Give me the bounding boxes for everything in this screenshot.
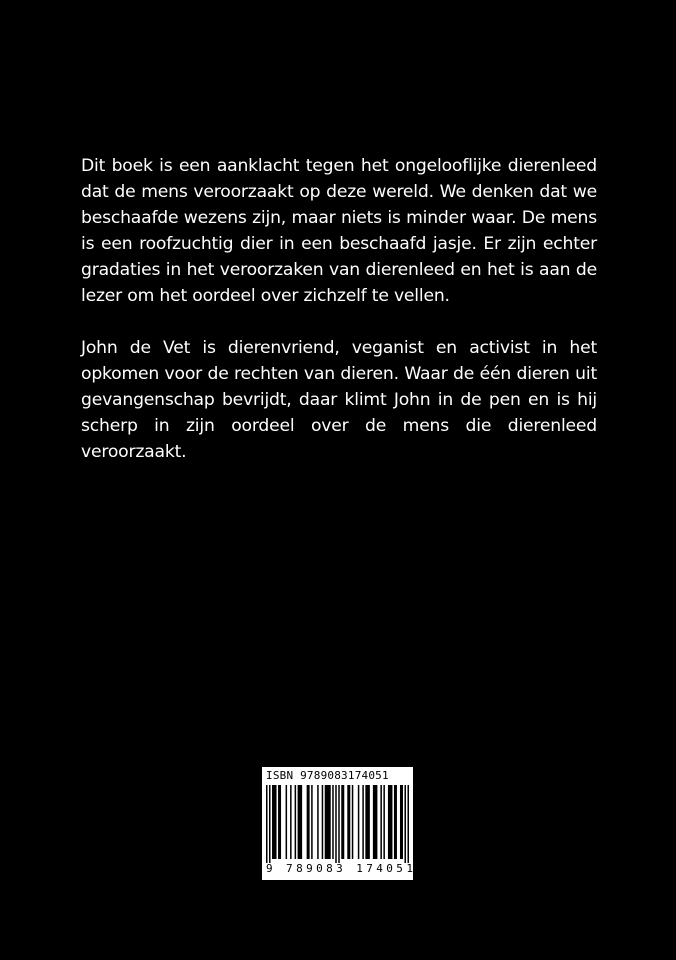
barcode-bar bbox=[338, 785, 340, 863]
barcode-bar bbox=[365, 785, 370, 859]
barcode-bar bbox=[380, 785, 382, 859]
barcode-bar bbox=[394, 785, 397, 859]
blurb-paragraph-author: John de Vet is dierenvriend, veganist en activist in het opkomen voor de rechten van dieren. Waar de één dieren uit gevangenschap bevrijdt, daar klimt John in de pen en is hij scherp in zijn oordeel over de mens die dierenleed veroorzaakt. bbox=[81, 338, 597, 462]
barcode-bar bbox=[298, 785, 303, 859]
barcode-bar bbox=[307, 785, 310, 859]
barcode-bar bbox=[290, 785, 292, 859]
barcode-bar bbox=[295, 785, 297, 859]
barcode-bars bbox=[266, 785, 409, 863]
barcode-bar bbox=[317, 785, 319, 859]
barcode-bar bbox=[347, 785, 350, 859]
barcode-bar bbox=[332, 785, 334, 859]
barcode-bar bbox=[269, 785, 271, 863]
barcode-bar bbox=[358, 785, 360, 859]
barcode-bar bbox=[272, 785, 277, 859]
barcode-bar bbox=[388, 785, 393, 859]
barcode-bar bbox=[341, 785, 344, 859]
barcode-bar bbox=[266, 785, 268, 863]
barcode-digits: 9 789083 174051 bbox=[266, 862, 417, 875]
barcode-bar bbox=[311, 785, 313, 859]
barcode-bar bbox=[335, 785, 337, 863]
barcode-bar bbox=[352, 785, 354, 859]
barcode-bar bbox=[383, 785, 385, 859]
blurb-paragraph-description: Dit boek is een aanklacht tegen het ongelooflijke dierenleed dat de mens veroorzaakt op deze wereld. We denken dat we beschaafde wezens zijn, maar niets is minder waar. De mens is een roofzuchtig dier in een beschaafd jasje. Er zijn echter gradaties in het veroorzaken van dierenleed en het is aan de lezer om het oordeel over zichzelf te vellen. bbox=[81, 156, 597, 306]
blurb-text bbox=[81, 153, 597, 491]
barcode-bar bbox=[322, 785, 324, 859]
barcode-bar bbox=[404, 785, 406, 863]
isbn-barcode bbox=[262, 767, 417, 880]
isbn-label: ISBN 9789083174051 bbox=[266, 769, 389, 782]
barcode-bar bbox=[362, 785, 364, 859]
barcode-bar bbox=[286, 785, 288, 859]
barcode-bar bbox=[278, 785, 281, 859]
barcode-bar bbox=[373, 785, 378, 859]
barcode-bar bbox=[325, 785, 331, 859]
barcode-bar bbox=[407, 785, 409, 863]
barcode-bar bbox=[400, 785, 403, 859]
